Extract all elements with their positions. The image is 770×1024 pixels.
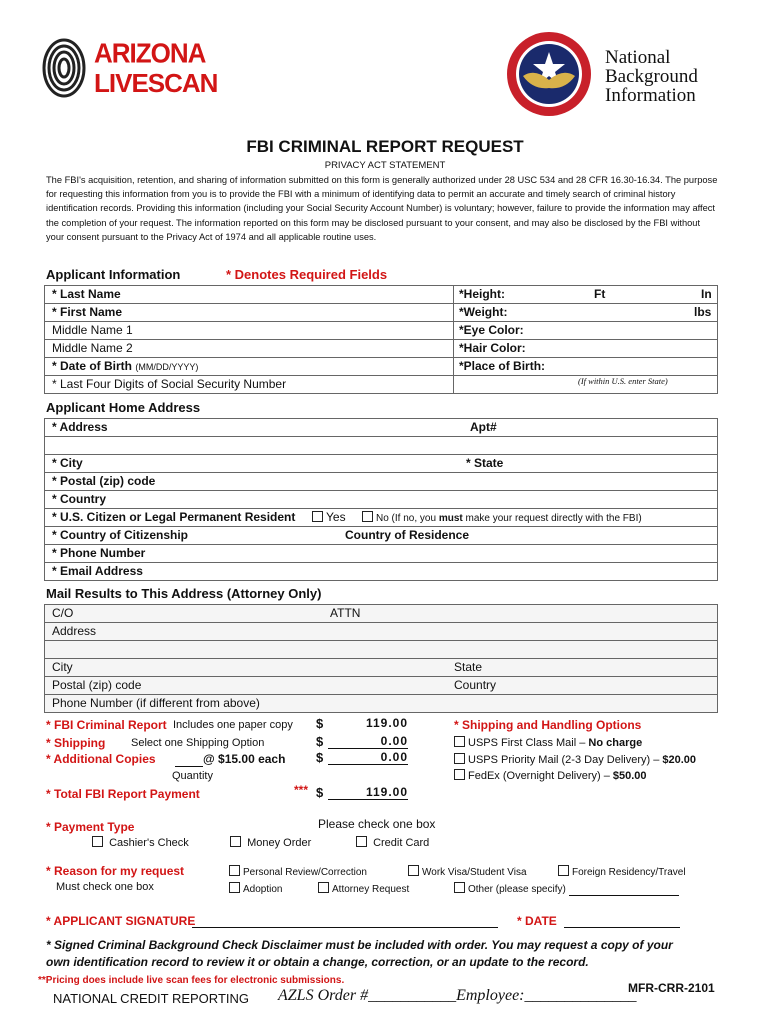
postal-label: * Postal (zip) code — [52, 474, 156, 488]
credit-checkbox[interactable] — [356, 836, 367, 847]
mail-city-field[interactable] — [44, 658, 718, 677]
in-label: In — [701, 287, 712, 301]
country-field[interactable] — [44, 490, 718, 509]
no-label-must: must — [438, 513, 463, 524]
state-label: * State — [466, 456, 504, 470]
work-option[interactable] — [408, 865, 527, 878]
shipping-options-heading: * Shipping and Handling Options — [454, 718, 642, 732]
foreign-label: Foreign Residency/Travel — [572, 867, 686, 878]
page-title: FBI CRIMINAL REPORT REQUEST — [246, 137, 524, 156]
last-name-label: * Last Name — [52, 287, 121, 301]
date-label: * DATE — [517, 914, 557, 928]
mail-state-label: State — [454, 660, 483, 674]
mail-heading: Mail Results to This Address (Attorney Only) — [46, 586, 322, 601]
arizona-livescan-logo — [42, 37, 218, 100]
personal-label: Personal Review/Correction — [243, 867, 367, 878]
mail-city-label: City — [52, 660, 73, 674]
cashier-label: Cashier's Check — [109, 837, 189, 849]
dob-label-group — [52, 359, 198, 373]
shipping-label: * Shipping — [46, 736, 106, 750]
no-label-suffix: make your request directly with the FBI) — [462, 513, 642, 524]
usps-priority-checkbox[interactable] — [454, 753, 465, 764]
applicant-heading: Applicant Information — [46, 267, 181, 282]
first-name-field[interactable] — [44, 303, 718, 322]
adoption-option[interactable] — [229, 882, 282, 895]
date-line[interactable] — [564, 927, 680, 928]
address-line2-field[interactable] — [44, 436, 718, 455]
mail-postal-field[interactable] — [44, 676, 718, 695]
shipping-note: Select one Shipping Option — [131, 737, 265, 749]
report-note: Includes one paper copy — [173, 719, 293, 731]
quantity-label: Quantity — [172, 770, 213, 782]
nbi-line2: Background — [605, 66, 698, 87]
pob-label: *Place of Birth: — [459, 359, 546, 373]
city-label: * City — [52, 456, 83, 470]
height-label: *Height: — [459, 287, 505, 301]
check-one-note: Please check one box — [318, 817, 436, 831]
middle2-field[interactable] — [44, 339, 718, 358]
disclaimer: * Signed Criminal Background Check Disclaimer must be included with order. You may request a copy of your own identification record to review it or obtain a change, correction, or an update to the record. — [46, 938, 673, 969]
total-label: * Total FBI Report Payment — [46, 787, 200, 801]
email-field[interactable] — [44, 562, 718, 581]
mail-address-label: Address — [52, 624, 97, 638]
middle2-label: Middle Name 2 — [52, 341, 133, 355]
credit-option[interactable] — [356, 836, 429, 849]
attn-label: ATTN — [330, 606, 361, 620]
ft-label: Ft — [594, 287, 606, 301]
arizona-text: ARIZONA — [94, 37, 206, 69]
citizenship-label: * Country of Citizenship — [52, 528, 188, 542]
total-dollar: $ — [316, 785, 324, 800]
address-label: * Address — [52, 420, 108, 434]
yes-checkbox[interactable] — [312, 511, 323, 522]
fedex-label: FedEx (Overnight Delivery) – — [468, 770, 613, 782]
cashier-option[interactable] — [92, 836, 189, 849]
eagle-seal-icon — [505, 30, 593, 118]
address-field[interactable] — [44, 418, 718, 437]
co-label: C/O — [52, 606, 74, 620]
hair-label: *Hair Color: — [459, 341, 526, 355]
usps-first-checkbox[interactable] — [454, 736, 465, 747]
attorney-option[interactable] — [318, 882, 409, 895]
fedex-price: $50.00 — [612, 770, 647, 782]
mail-address-field[interactable] — [44, 622, 718, 641]
middle1-field[interactable] — [44, 321, 718, 340]
payment-heading: * Payment Type — [46, 820, 135, 834]
copies-dollar: $ — [316, 750, 324, 765]
mail-phone-label: Phone Number (if different from above) — [52, 696, 260, 710]
adoption-label: Adoption — [243, 884, 283, 895]
other-option[interactable] — [454, 882, 679, 896]
report-dollar: $ — [316, 716, 324, 731]
pricing-note: **Pricing does include live scan fees for electronic submissions. — [38, 975, 345, 986]
copies-qty-blank[interactable] — [175, 752, 203, 767]
yes-label: Yes — [326, 510, 346, 524]
foreign-checkbox[interactable] — [558, 865, 569, 876]
copies-label: * Additional Copies — [46, 752, 156, 766]
copies-qty-group[interactable] — [175, 752, 285, 767]
mail-country-label: Country — [454, 678, 497, 692]
reason-heading: * Reason for my request — [46, 864, 185, 878]
order-line: AZLS Order #___________Employee:______________ — [278, 987, 637, 1004]
citizen-yes-option[interactable] — [312, 510, 346, 524]
nbi-line3: Information — [605, 85, 696, 106]
fedex-checkbox[interactable] — [454, 769, 465, 780]
no-checkbox[interactable] — [362, 511, 373, 522]
usps-first-option[interactable] — [454, 736, 642, 749]
ssn-label: * Last Four Digits of Social Security Number — [52, 377, 287, 391]
signature-row — [46, 914, 195, 928]
signature-label: * APPLICANT SIGNATURE — [46, 914, 196, 928]
attorney-checkbox[interactable] — [318, 882, 329, 893]
reason-must: Must check one box — [56, 881, 154, 893]
privacy-heading: PRIVACY ACT STATEMENT — [324, 160, 446, 171]
personal-checkbox[interactable] — [229, 865, 240, 876]
money-order-option[interactable] — [230, 836, 311, 849]
phone-label: * Phone Number — [52, 546, 146, 560]
apt-label: Apt# — [470, 420, 497, 434]
citizen-label: * U.S. Citizen or Legal Permanent Resident — [52, 510, 296, 524]
first-name-label: * First Name — [52, 305, 123, 319]
usps-priority-label: USPS Priority Mail (2-3 Day Delivery) – — [468, 754, 663, 766]
work-checkbox[interactable] — [408, 865, 419, 876]
total-stars: *** — [294, 783, 309, 797]
co-field[interactable] — [44, 604, 718, 623]
city-field[interactable] — [44, 454, 718, 473]
usps-first-label: USPS First Class Mail – — [468, 737, 589, 749]
other-checkbox[interactable] — [454, 882, 465, 893]
lbs-label: lbs — [694, 305, 712, 319]
attorney-label: Attorney Request — [332, 884, 410, 895]
usps-priority-price: $20.00 — [662, 754, 697, 766]
nbi-logo — [505, 30, 720, 115]
work-label: Work Visa/Student Visa — [422, 867, 527, 878]
residence-label: Country of Residence — [345, 528, 470, 542]
other-label: Other (please specify) — [468, 884, 566, 895]
copies-price: @ $15.00 each — [203, 752, 286, 766]
eye-label: *Eye Color: — [459, 323, 524, 337]
credit-label: Credit Card — [373, 837, 430, 849]
cashier-checkbox[interactable] — [92, 836, 103, 847]
weight-label: *Weight: — [459, 305, 508, 319]
money-order-checkbox[interactable] — [230, 836, 241, 847]
form-code: MFR-CRR-2101 — [628, 981, 715, 995]
mail-postal-label: Postal (zip) code — [52, 678, 142, 692]
adoption-checkbox[interactable] — [229, 882, 240, 893]
no-label-prefix: No (If no, you — [376, 513, 439, 524]
home-heading: Applicant Home Address — [46, 400, 201, 415]
money-order-label: Money Order — [247, 837, 312, 849]
livescan-text: LIVESCAN — [94, 68, 218, 98]
copies-amount[interactable]: 0.00 — [328, 750, 408, 765]
required-note: * Denotes Required Fields — [226, 267, 388, 282]
email-label: * Email Address — [52, 564, 143, 578]
personal-option[interactable] — [229, 865, 367, 878]
signature-line[interactable] — [192, 927, 498, 928]
last-name-field[interactable] — [44, 285, 718, 304]
other-specify-line[interactable] — [569, 884, 679, 896]
country-label: * Country — [52, 492, 106, 506]
vertical-divider — [453, 285, 454, 393]
shipping-dollar: $ — [316, 734, 324, 749]
nbi-line1: National — [605, 47, 671, 68]
total-amount[interactable]: 119.00 — [328, 785, 408, 800]
dob-format: (MM/DD/YYYY) — [135, 362, 199, 372]
shipping-amount[interactable]: 0.00 — [328, 734, 408, 749]
mail-address-line2-field[interactable] — [44, 640, 718, 659]
fingerprint-icon — [42, 38, 86, 98]
report-amount[interactable]: 119.00 — [365, 716, 408, 730]
usps-first-price: No charge — [588, 737, 643, 749]
usps-priority-option[interactable] — [454, 753, 696, 766]
foreign-option[interactable] — [558, 865, 686, 878]
report-label: * FBI Criminal Report — [46, 718, 167, 732]
privacy-statement: The FBI's acquisition, retention, and sharing of information submitted on this form is generally authorized under 28 USC 534 and 28 CFR 16.30-16.34. The purpose for requesting this information from you is to provide the FBI with a minimum of identifying data to permit an accurate and timely search of criminal history identification records. Providing this information (including your Social Security Account Number) is voluntary; however, failure to provide the information may affect the completion of your request. The information reported on this form may be disclosed pursuant to your consent, and may also be disclosed by the FBI without your consent pursuant to the Privacy Act of 1974 and all applicable routine uses. — [46, 175, 718, 242]
ncr-label: NATIONAL CREDIT REPORTING — [53, 991, 249, 1006]
dob-label: * Date of Birth — [52, 359, 133, 373]
fedex-option[interactable] — [454, 769, 647, 782]
citizen-no-option[interactable] — [362, 511, 642, 524]
pob-note: (If within U.S. enter State) — [578, 376, 668, 386]
middle1-label: Middle Name 1 — [52, 323, 133, 337]
